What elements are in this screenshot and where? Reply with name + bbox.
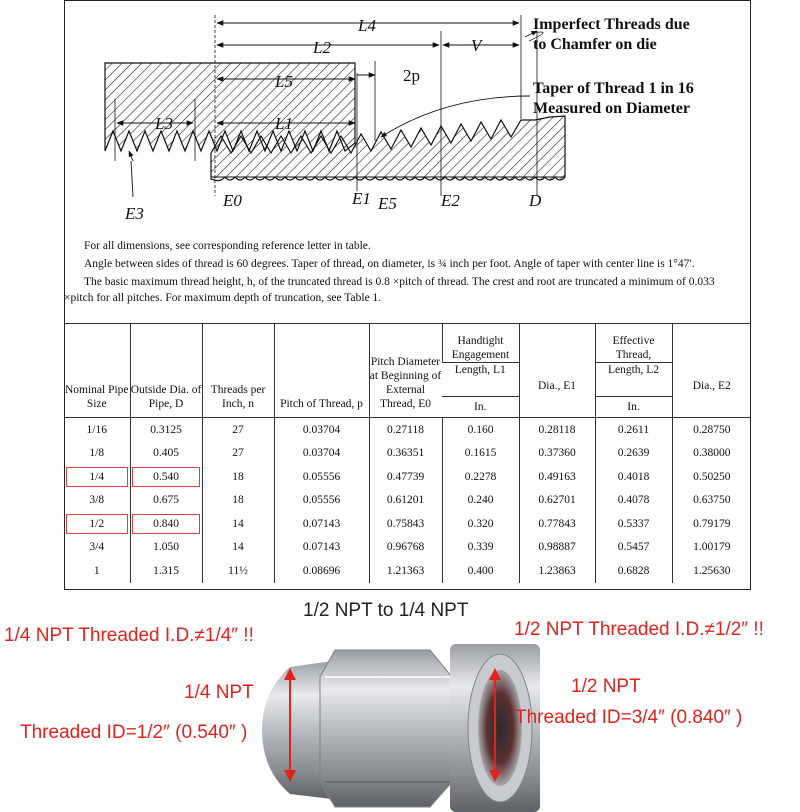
header-pitch-diameter: Pitch Diameter at Beginning of External Thread, E0	[369, 324, 442, 418]
cell-size: 1/2	[64, 512, 130, 536]
cell-D: 1.050	[130, 536, 202, 560]
header-nominal: Nominal Pipe Size	[64, 324, 130, 418]
header-threads: Threads per Inch, n	[202, 324, 274, 418]
cell-L2: 0.6828	[595, 559, 672, 583]
cell-E0: 0.75843	[369, 512, 442, 536]
callout-imperfect-2: to Chamfer on die	[533, 36, 657, 53]
header-dia-e2: Dia., E2	[672, 324, 751, 418]
dim-L1: L1	[275, 114, 293, 133]
thread-diagram	[65, 1, 752, 239]
cell-L1: 0.339	[442, 536, 519, 560]
callout-taper-2: Measured on Diameter	[533, 100, 690, 117]
cell-size: 3/4	[89, 541, 105, 554]
dim-V: V	[471, 36, 482, 55]
dim-L5: L5	[275, 72, 293, 91]
cell-size: 1/8	[89, 447, 105, 460]
cell-L2: 0.4018	[595, 465, 672, 489]
left-id-label: Threaded ID=1/2″ (0.540″ )	[20, 722, 248, 743]
table-row	[64, 418, 751, 442]
cell-p: 0.03704	[274, 442, 369, 466]
header-effective: Effective Thread,	[595, 324, 672, 363]
header-unit-in-2: In.	[627, 400, 640, 413]
ref-E2: E2	[441, 191, 460, 210]
cell-E1: 0.37360	[519, 442, 595, 466]
product-title: 1/2 NPT to 1/4 NPT	[303, 600, 469, 621]
cell-L2: 0.5457	[595, 536, 672, 560]
table-row	[64, 559, 751, 583]
cell-n: 27	[202, 418, 274, 442]
cell-L1: 0.400	[442, 559, 519, 583]
cell-E2: 0.28750	[672, 418, 751, 442]
dim-L3: L3	[155, 114, 173, 133]
table-body	[64, 418, 751, 583]
cell-D: 1.315	[130, 559, 202, 583]
cell-p: 0.05556	[274, 489, 369, 513]
cell-p: 0.08696	[274, 559, 369, 583]
thread-dimension-table	[64, 323, 751, 583]
cell-size: 1/4	[64, 465, 130, 489]
dim-L2: L2	[313, 38, 331, 57]
cell-L2: 0.5337	[595, 512, 672, 536]
cell-E1: 1.23863	[519, 559, 595, 583]
cell-E1: 0.49163	[519, 465, 595, 489]
cell-size: 1	[93, 564, 100, 577]
table-row	[64, 489, 751, 513]
cell-L1: 0.1615	[442, 442, 519, 466]
cell-E2: 0.63750	[672, 489, 751, 513]
cell-D: 0.840	[130, 512, 202, 536]
ref-D: D	[529, 191, 542, 210]
cell-p: 0.07143	[274, 536, 369, 560]
right-id-label: Threaded ID=3/4″ (0.840″ )	[515, 707, 743, 728]
header-length-l2-label: Length, L2	[596, 364, 672, 397]
cell-E2: 0.38000	[672, 442, 751, 466]
header-length-l1	[442, 363, 519, 418]
callout-imperfect-1: Imperfect Threads due	[533, 16, 690, 33]
callout-taper-1: Taper of Thread 1 in 16	[533, 80, 694, 97]
cell-E0: 1.21363	[369, 559, 442, 583]
cell-D: 0.675	[130, 489, 202, 513]
dim-L4: L4	[358, 16, 376, 35]
ref-E1: E1	[352, 189, 371, 208]
cell-E2: 0.50250	[672, 465, 751, 489]
cell-p: 0.03704	[274, 418, 369, 442]
table-row	[64, 512, 751, 536]
cell-n: 14	[202, 536, 274, 560]
cell-L1: 0.160	[442, 418, 519, 442]
cell-E1: 0.77843	[519, 512, 595, 536]
note-2: Angle between sides of thread is 60 degrees. Taper of thread, on diameter, is ¾ inch per foot. Angle of taper with center line is 1°47′.	[84, 258, 695, 270]
cell-E1: 0.98887	[519, 536, 595, 560]
cell-L2: 0.2639	[595, 442, 672, 466]
cell-L1: 0.2278	[442, 465, 519, 489]
note-3: The basic maximum thread height, h, of the truncated thread is 0.8 ×pitch of thread. The crest and root are truncated a minimum of 0.033 ×pitch for all pitches. For maximum depth of truncation, see Table 1.	[64, 276, 715, 304]
cell-p: 0.05556	[274, 465, 369, 489]
cell-E0: 0.96768	[369, 536, 442, 560]
cell-n: 18	[202, 489, 274, 513]
dim-2p: 2p	[403, 66, 420, 85]
ref-E5: E5	[378, 194, 397, 213]
cell-E2: 0.79179	[672, 512, 751, 536]
cell-n: 14	[202, 512, 274, 536]
ref-E0: E0	[223, 191, 242, 210]
header-unit-in-1: In.	[474, 400, 487, 413]
cell-L2: 0.4078	[595, 489, 672, 513]
cell-size: 1/16	[86, 423, 107, 436]
cell-D: 0.3125	[130, 418, 202, 442]
header-handtight: Handtight Engagement	[442, 324, 519, 363]
header-length-l1-label: Length, L1	[442, 364, 519, 397]
cell-E0: 0.61201	[369, 489, 442, 513]
right-warning: 1/2 NPT Threaded I.D.≠1/2″ !!	[514, 619, 764, 640]
cell-D: 0.405	[130, 442, 202, 466]
header-length-l2	[595, 363, 672, 418]
cell-p: 0.07143	[274, 512, 369, 536]
notes-block	[64, 238, 751, 306]
cell-n: 11½	[202, 559, 274, 583]
ref-E3: E3	[125, 204, 144, 223]
cell-n: 27	[202, 442, 274, 466]
header-outside-dia: Outside Dia. of Pipe, D	[130, 324, 202, 418]
header-pitch: Pitch of Thread, p	[274, 324, 369, 418]
right-size-label: 1/2 NPT	[571, 676, 641, 697]
table-row	[64, 536, 751, 560]
cell-L1: 0.320	[442, 512, 519, 536]
fitting-section	[105, 63, 355, 151]
cell-E2: 1.00179	[672, 536, 751, 560]
table-row	[64, 442, 751, 466]
note-1: For all dimensions, see corresponding reference letter in table.	[84, 240, 371, 252]
cell-E0: 0.27118	[369, 418, 442, 442]
cell-E1: 0.62701	[519, 489, 595, 513]
left-size-label: 1/4 NPT	[184, 682, 254, 703]
product-section	[0, 592, 800, 812]
cell-L1: 0.240	[442, 489, 519, 513]
left-warning: 1/4 NPT Threaded I.D.≠1/4″ !!	[4, 625, 254, 646]
cell-E1: 0.28118	[519, 418, 595, 442]
cell-L2: 0.2611	[595, 418, 672, 442]
cell-n: 18	[202, 465, 274, 489]
cell-E0: 0.36351	[369, 442, 442, 466]
cell-E0: 0.47739	[369, 465, 442, 489]
cell-size: 3/8	[89, 494, 105, 507]
cell-D: 0.540	[130, 465, 202, 489]
header-dia-e1: Dia., E1	[519, 324, 595, 418]
table-row	[64, 465, 751, 489]
cell-E2: 1.25630	[672, 559, 751, 583]
